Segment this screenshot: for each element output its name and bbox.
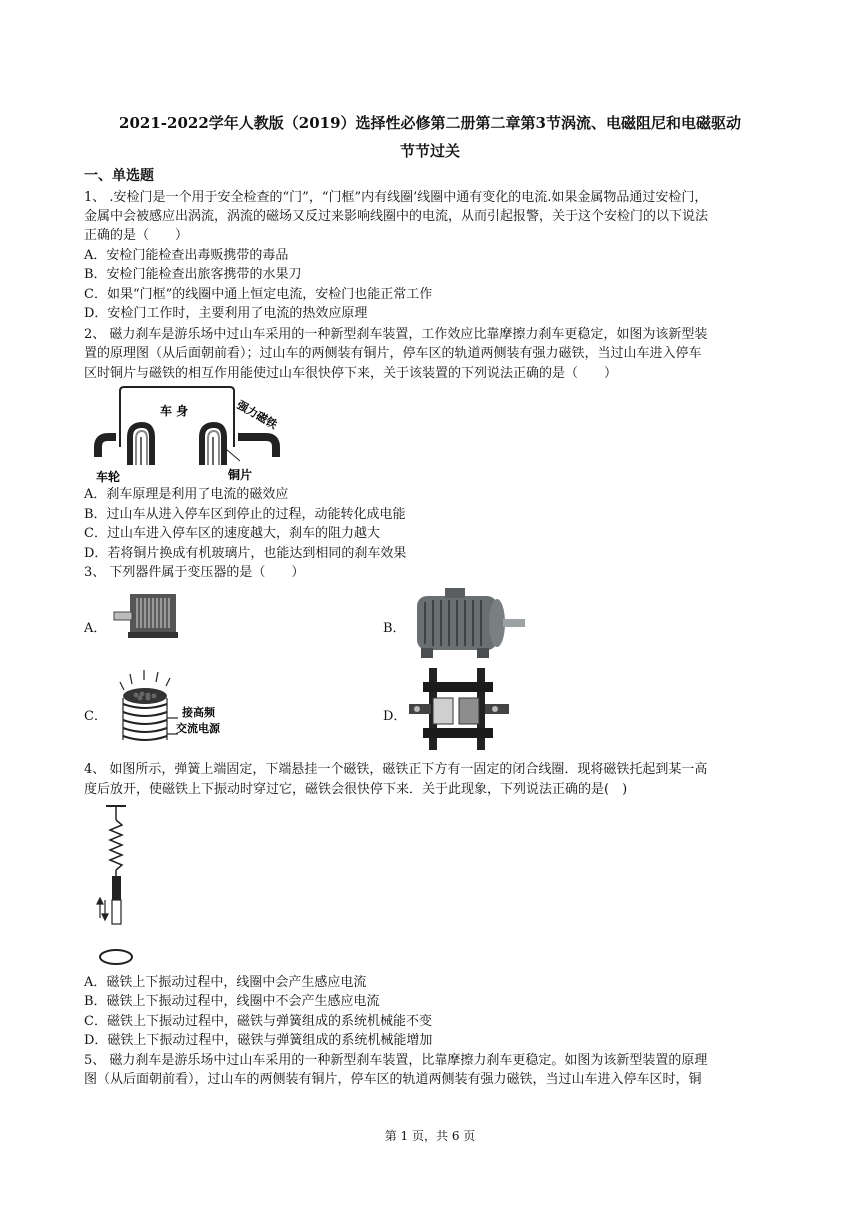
q3-option-b-label: B． bbox=[383, 621, 406, 636]
q1-option-c: C．如果“门框”的线圈中通上恒定电流，安检门也能正常工作 bbox=[84, 287, 433, 302]
q2-option-b: B．过山车从进入停车区到停止的过程，动能转化成电能 bbox=[84, 507, 406, 522]
q4-stem-line2: 度后放开，使磁铁上下振动时穿过它，磁铁会很快停下来．关于此现象，下列说法正确的是( ) bbox=[84, 782, 628, 797]
q3-option-b-image bbox=[405, 586, 530, 664]
q3-option-d-label: D． bbox=[383, 709, 407, 724]
magnetic-brake-diagram bbox=[90, 385, 290, 485]
q3-option-c-label: C． bbox=[84, 709, 107, 724]
q1-option-d: D．安检门工作时，主要利用了电流的热效应原理 bbox=[84, 306, 368, 321]
q5-stem-line2: 图（从后面朝前看），过山车的两侧装有铜片，停车区的轨道两侧装有强力磁铁，当过山车进入停车区时，铜 bbox=[84, 1072, 702, 1087]
q3-option-d-image bbox=[405, 668, 515, 754]
q5-stem-line1: 5、 磁力刹车是游乐场中过山车采用的一种新型刹车装置，比靠摩擦力刹车更稳定。如图为该新型装置的原理 bbox=[84, 1053, 708, 1068]
fig-label-copper: 铜片 bbox=[228, 468, 253, 482]
fig-label-strong-magnet: 强力磁铁 bbox=[234, 398, 280, 432]
page-footer: 第 1 页，共 6 页 bbox=[384, 1129, 476, 1143]
q2-stem-line3: 区时铜片与磁铁的相互作用能使过山车很快停下来，关于该装置的下列说法正确的是（ ） bbox=[84, 366, 618, 381]
q4-option-b: B．磁铁上下振动过程中，线圈中不会产生感应电流 bbox=[84, 994, 380, 1009]
q2-option-c: C．过山车进入停车区的速度越大，刹车的阻力越大 bbox=[84, 526, 380, 541]
q4-option-a: A．磁铁上下振动过程中，线圈中会产生感应电流 bbox=[84, 975, 367, 990]
q2-option-a: A．刹车原理是利用了电流的磁效应 bbox=[84, 487, 289, 502]
q1-option-a: A．安检门能检查出毒贩携带的毒品 bbox=[84, 248, 289, 263]
q3-option-a-image bbox=[110, 586, 190, 646]
q3-option-c-image bbox=[110, 668, 240, 756]
q4-stem-line1: 4、 如图所示，弹簧上端固定，下端悬挂一个磁铁，磁铁正下方有一固定的闭合线圈．现将磁铁托起到某一高 bbox=[84, 762, 708, 777]
q2-stem-line1: 2、 磁力刹车是游乐场中过山车采用的一种新型刹车装置，工作效应比靠摩擦力刹车更稳定，如图为该新型装 bbox=[84, 327, 708, 342]
section-heading: 一、单选题 bbox=[84, 168, 154, 184]
q2-option-d: D．若将铜片换成有机玻璃片，也能达到相同的刹车效果 bbox=[84, 546, 407, 561]
q3-option-a-label: A． bbox=[84, 621, 107, 636]
q4-option-d: D．磁铁上下振动过程中，磁铁与弹簧组成的系统机械能增加 bbox=[84, 1033, 433, 1048]
document-title-line1: 2021-2022学年人教版（2019）选择性必修第二册第二章第3节涡流、电磁阻尼和电磁驱动 bbox=[119, 114, 741, 132]
document-title-line2: 节节过关 bbox=[399, 142, 460, 160]
q2-stem-line2: 置的原理图（从后面朝前看）；过山车的两侧装有铜片，停车区的轨道两侧装有强力磁铁，当过山车进入停车 bbox=[84, 346, 702, 361]
q3-stem: 3、 下列器件属于变压器的是（ ） bbox=[84, 565, 305, 580]
q1-stem-line3: 正确的是（ ） bbox=[84, 228, 189, 243]
q1-stem-line2: 金属中会被感应出涡流，涡流的磁场又反过来影响线圈中的电流，从而引起报警，关于这个安检门的以下说法 bbox=[84, 209, 709, 224]
fig-label-wheel: 车轮 bbox=[96, 470, 121, 484]
fig-c-label-line1: 接高频 bbox=[182, 706, 215, 719]
spring-magnet-coil-diagram bbox=[92, 800, 142, 972]
q4-option-c: C．磁铁上下振动过程中，磁铁与弹簧组成的系统机械能不变 bbox=[84, 1014, 432, 1029]
q1-stem-line1: 1、 .安检门是一个用于安全检查的“门”，“门框”内有线圈’线圈中通有变化的电流.如果金属物品通过安检门， bbox=[84, 190, 708, 205]
fig-c-label-line2: 交流电源 bbox=[176, 722, 220, 735]
fig-label-car-body: 车 身 bbox=[160, 404, 189, 418]
q1-option-b: B．安检门能检查出旅客携带的水果刀 bbox=[84, 267, 302, 282]
